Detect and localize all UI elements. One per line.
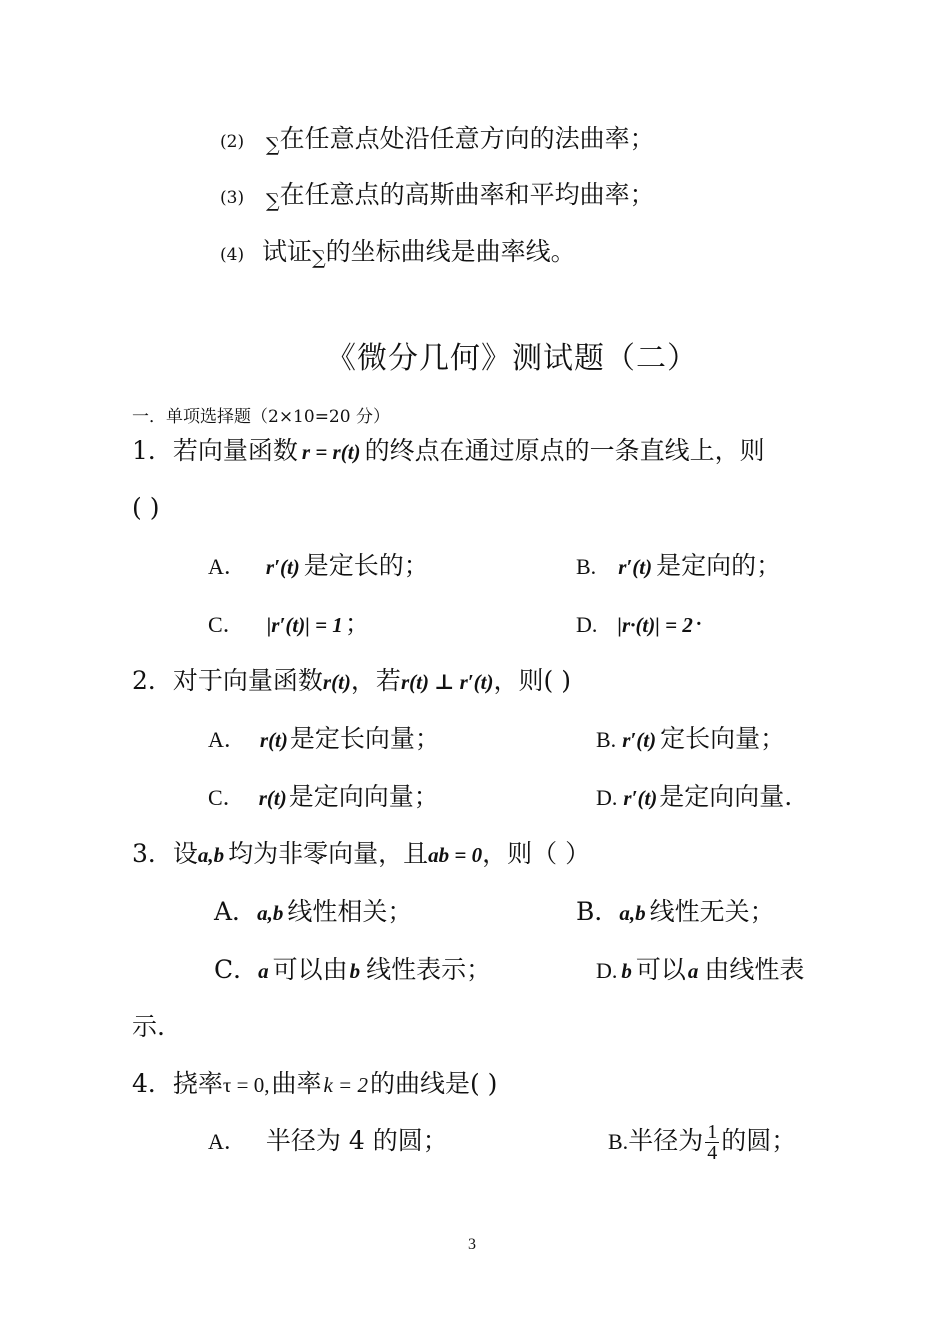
math-expr: r′(t) — [618, 555, 653, 579]
stem-text: 2．对于向量函数 — [132, 666, 323, 695]
item-text: 在任意点处沿任意方向的法曲率； — [279, 124, 655, 153]
fraction — [705, 1122, 719, 1163]
option-label: C． — [208, 612, 245, 637]
option-text: · — [694, 609, 703, 638]
option-text: 半径为 — [628, 1126, 704, 1155]
q1-option-c — [208, 609, 370, 640]
prev-item-3 — [220, 180, 655, 216]
page-title: 《微分几何》测试题（二） — [326, 341, 698, 376]
item-number: (3) — [220, 188, 245, 208]
item-number: (4) — [220, 245, 245, 265]
item-text: 的坐标曲线是曲率线。 — [325, 237, 576, 266]
option-text: 是定长向量； — [289, 724, 440, 753]
option-text: 是定长的； — [303, 551, 429, 580]
math-expr: a,b — [619, 901, 646, 925]
prev-item-2 — [220, 124, 655, 160]
q2-option-b — [596, 724, 785, 755]
q3-wrap-text: 示. — [132, 1012, 165, 1041]
q2-option-a — [208, 724, 440, 755]
sigma-symbol: ∑ — [312, 247, 326, 269]
item-number: (2) — [220, 132, 245, 152]
q3-option-c — [214, 955, 491, 986]
option-label: A． — [208, 1129, 246, 1154]
option-text: 定长向量； — [660, 724, 786, 753]
option-label: C． — [214, 955, 259, 984]
math-expr: |r·(t)| = 2 — [617, 613, 693, 637]
option-label: C． — [208, 785, 245, 810]
fraction-numerator: 1 — [707, 1121, 718, 1143]
stem-text: 的曲线是( ) — [369, 1069, 498, 1098]
math-expr: a — [687, 959, 699, 983]
math-expr: a — [258, 959, 269, 983]
q3-option-b — [576, 897, 775, 928]
stem-text: 的终点在通过原点的一条直线上，则 — [364, 436, 765, 465]
option-text: 线性表示； — [366, 955, 492, 984]
option-label: A． — [208, 727, 246, 752]
question-2-stem — [132, 666, 571, 697]
option-label: D. — [596, 958, 618, 983]
option-label: A． — [208, 554, 246, 579]
question-1-stem — [132, 436, 765, 467]
option-label: B. — [608, 1129, 629, 1154]
math-expr: r(t) — [259, 728, 288, 752]
stem-text: 4．挠率 — [132, 1069, 223, 1098]
question-4-stem — [132, 1069, 497, 1100]
q3-option-a — [214, 897, 412, 928]
question-3-stem — [132, 839, 590, 870]
page-number: 3 — [468, 1236, 476, 1253]
option-text: 半径为 4 的圆； — [265, 1126, 448, 1155]
q2-option-d — [596, 782, 792, 813]
option-text: ； — [344, 609, 370, 638]
sigma-symbol: ∑ — [266, 190, 280, 212]
option-label: B. — [596, 727, 617, 752]
stem-text: ，则( ) — [493, 666, 571, 695]
math-expr: r(t) — [322, 670, 351, 694]
q1-option-b — [576, 551, 781, 582]
q4-option-a — [208, 1126, 448, 1157]
stem-text: 3．设 — [132, 839, 198, 868]
stem-text: ，则（ ） — [482, 839, 591, 868]
option-text: 可以由 — [272, 955, 348, 984]
item-text: 在任意点的高斯曲率和平均曲率； — [279, 180, 655, 209]
q4-option-b — [608, 1122, 796, 1163]
stem-text: 1．若向量函数 — [132, 436, 298, 465]
math-expr: a,b — [257, 901, 284, 925]
option-text: 的圆； — [721, 1126, 797, 1155]
math-expr: ab = 0 — [428, 843, 483, 867]
option-text: 是定向向量. — [659, 782, 793, 811]
q3-option-d — [596, 955, 804, 986]
math-expr: r = r(t) — [301, 440, 361, 464]
math-expr: r′(t) — [622, 728, 657, 752]
math-expr: r(t) ⊥ r′(t) — [400, 670, 494, 694]
math-expr: r(t) — [258, 786, 287, 810]
sigma-symbol: ∑ — [266, 134, 280, 156]
option-label: D. — [576, 612, 598, 637]
math-expr: k = 2 — [323, 1073, 368, 1097]
option-label: D. — [596, 785, 618, 810]
section-heading: 一．单项选择题（2×10=20 分） — [132, 407, 390, 427]
q1-option-a — [208, 551, 429, 582]
stem-text: 均为非零向量，且 — [228, 839, 429, 868]
option-text: 可以 — [635, 955, 686, 984]
stem-text: ，若 — [350, 666, 401, 695]
option-label: B. — [576, 554, 597, 579]
option-text: 由线性表 — [704, 955, 805, 984]
math-expr: r′(t) — [623, 786, 658, 810]
fraction-denominator: 4 — [707, 1142, 718, 1164]
stem-text: 曲率 — [271, 1069, 322, 1098]
math-expr: r′(t) — [265, 555, 300, 579]
item-pre: 试证 — [262, 237, 313, 266]
prev-item-4 — [220, 237, 576, 273]
math-expr: b — [621, 959, 632, 983]
option-text: 是定向的； — [656, 551, 782, 580]
math-expr: a,b — [197, 843, 225, 867]
math-expr: |r′(t)| = 1 — [266, 613, 343, 637]
option-label: A． — [214, 897, 258, 926]
option-label: B． — [576, 897, 620, 926]
option-text: 线性相关； — [287, 897, 413, 926]
question-1-paren: ( ) — [132, 493, 160, 522]
math-expr: τ = 0, — [222, 1073, 270, 1097]
option-text: 线性无关； — [649, 897, 775, 926]
option-text: 是定向向量； — [288, 782, 439, 811]
q1-option-d — [576, 609, 703, 640]
math-expr: b — [349, 959, 361, 983]
q2-option-c — [208, 782, 439, 813]
